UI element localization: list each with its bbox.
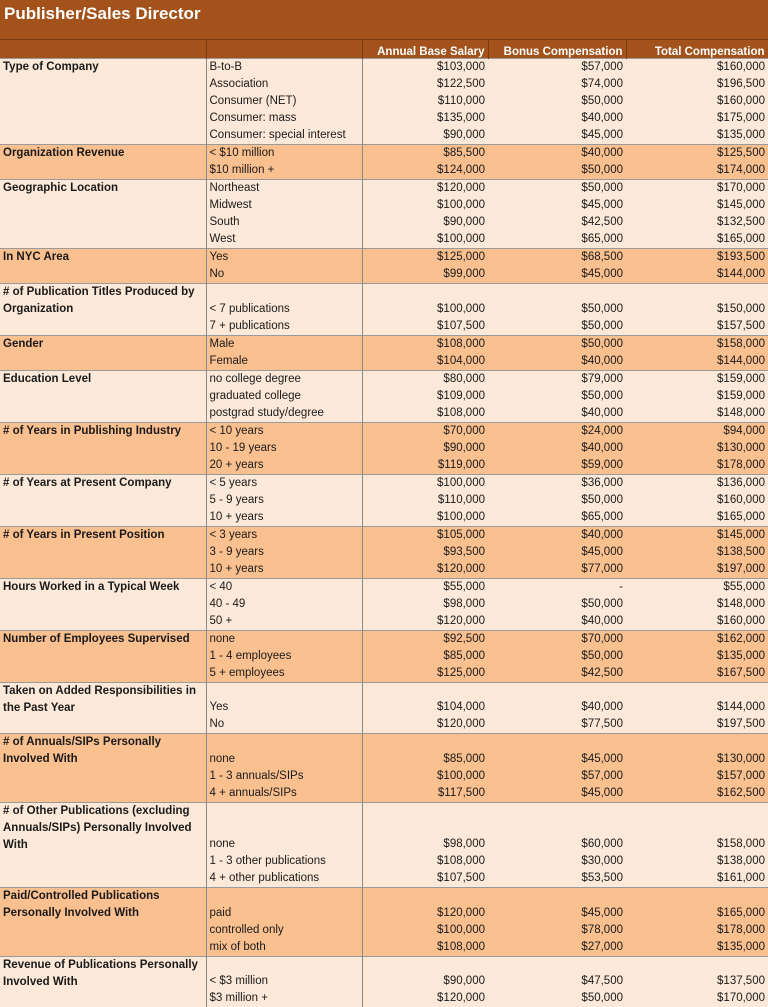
subgroup-label: $10 million + bbox=[206, 162, 362, 180]
total-compensation-cell: $160,000 bbox=[626, 59, 768, 77]
table-group bbox=[0, 145, 768, 180]
bonus-cell: $45,000 bbox=[488, 905, 626, 922]
subgroup-label: none bbox=[206, 836, 362, 853]
base-salary-cell: $120,000 bbox=[362, 180, 488, 198]
bonus-cell: $40,000 bbox=[488, 699, 626, 716]
base-salary-cell: $124,000 bbox=[362, 162, 488, 180]
total-compensation-cell bbox=[626, 734, 768, 751]
category-label: # of Publication Titles Produced by Organization bbox=[0, 284, 206, 336]
total-compensation-cell: $165,000 bbox=[626, 231, 768, 249]
subgroup-label: No bbox=[206, 266, 362, 284]
base-salary-cell: $100,000 bbox=[362, 509, 488, 527]
total-compensation-cell: $160,000 bbox=[626, 93, 768, 110]
base-salary-cell: $104,000 bbox=[362, 699, 488, 716]
bonus-cell: $79,000 bbox=[488, 370, 626, 388]
subgroup-label: 10 + years bbox=[206, 561, 362, 579]
category-label: # of Annuals/SIPs Personally Involved With bbox=[0, 734, 206, 803]
bonus-cell: $53,500 bbox=[488, 870, 626, 888]
bonus-cell: $42,500 bbox=[488, 665, 626, 683]
subgroup-label bbox=[206, 802, 362, 819]
base-salary-cell bbox=[362, 819, 488, 836]
table-group bbox=[0, 802, 768, 888]
page-title: Publisher/Sales Director bbox=[0, 0, 768, 40]
base-salary-cell: $108,000 bbox=[362, 335, 488, 353]
table-row bbox=[0, 370, 768, 388]
total-compensation-cell bbox=[626, 819, 768, 836]
bonus-cell: $45,000 bbox=[488, 127, 626, 145]
total-compensation-cell: $145,000 bbox=[626, 526, 768, 544]
subgroup-label: < 10 years bbox=[206, 422, 362, 440]
total-compensation-cell: $138,500 bbox=[626, 544, 768, 561]
base-salary-cell: $100,000 bbox=[362, 768, 488, 785]
header-bonus: Bonus Compensation bbox=[488, 40, 626, 59]
total-compensation-cell: $144,000 bbox=[626, 699, 768, 716]
base-salary-cell: $92,500 bbox=[362, 630, 488, 648]
base-salary-cell: $108,000 bbox=[362, 405, 488, 423]
total-compensation-cell: $160,000 bbox=[626, 492, 768, 509]
total-compensation-cell: $144,000 bbox=[626, 266, 768, 284]
subgroup-label: Yes bbox=[206, 699, 362, 716]
table-group bbox=[0, 370, 768, 422]
base-salary-cell: $120,000 bbox=[362, 613, 488, 631]
total-compensation-cell: $157,000 bbox=[626, 768, 768, 785]
subgroup-label: 4 + annuals/SIPs bbox=[206, 785, 362, 803]
bonus-cell: $78,000 bbox=[488, 922, 626, 939]
subgroup-label: 40 - 49 bbox=[206, 596, 362, 613]
bonus-cell: $45,000 bbox=[488, 544, 626, 561]
bonus-cell: $59,000 bbox=[488, 457, 626, 475]
subgroup-label: < 3 years bbox=[206, 526, 362, 544]
subgroup-label: graduated college bbox=[206, 388, 362, 405]
bonus-cell bbox=[488, 956, 626, 973]
category-label: Education Level bbox=[0, 370, 206, 422]
subgroup-label: no college degree bbox=[206, 370, 362, 388]
table-group bbox=[0, 682, 768, 734]
base-salary-cell: $85,000 bbox=[362, 648, 488, 665]
total-compensation-cell: $193,500 bbox=[626, 249, 768, 267]
subgroup-label bbox=[206, 734, 362, 751]
base-salary-cell: $105,000 bbox=[362, 526, 488, 544]
base-salary-cell: $107,500 bbox=[362, 870, 488, 888]
base-salary-cell: $90,000 bbox=[362, 214, 488, 231]
category-label: Hours Worked in a Typical Week bbox=[0, 578, 206, 630]
base-salary-cell: $85,500 bbox=[362, 145, 488, 163]
category-label: # of Years at Present Company bbox=[0, 474, 206, 526]
total-compensation-cell: $135,000 bbox=[626, 648, 768, 665]
subgroup-label: < $10 million bbox=[206, 145, 362, 163]
table-group bbox=[0, 578, 768, 630]
subgroup-label: Female bbox=[206, 353, 362, 371]
subgroup-label: none bbox=[206, 630, 362, 648]
bonus-cell: $77,500 bbox=[488, 716, 626, 734]
base-salary-cell bbox=[362, 888, 488, 905]
base-salary-cell bbox=[362, 734, 488, 751]
category-label: Paid/Controlled Publications Personally Involved With bbox=[0, 888, 206, 957]
subgroup-label: 4 + other publications bbox=[206, 870, 362, 888]
total-compensation-cell: $130,000 bbox=[626, 440, 768, 457]
base-salary-cell: $120,000 bbox=[362, 716, 488, 734]
subgroup-label: Midwest bbox=[206, 197, 362, 214]
header-total: Total Compensation bbox=[626, 40, 768, 59]
bonus-cell bbox=[488, 682, 626, 699]
total-compensation-cell bbox=[626, 284, 768, 301]
bonus-cell: $40,000 bbox=[488, 353, 626, 371]
header-subgroup bbox=[206, 40, 362, 59]
table-group bbox=[0, 180, 768, 249]
base-salary-cell bbox=[362, 956, 488, 973]
bonus-cell: $65,000 bbox=[488, 509, 626, 527]
base-salary-cell: $98,000 bbox=[362, 596, 488, 613]
base-salary-cell: $85,000 bbox=[362, 751, 488, 768]
subgroup-label bbox=[206, 888, 362, 905]
category-label: Organization Revenue bbox=[0, 145, 206, 180]
total-compensation-cell bbox=[626, 682, 768, 699]
subgroup-label: B-to-B bbox=[206, 59, 362, 77]
bonus-cell: $68,500 bbox=[488, 249, 626, 267]
subgroup-label: 20 + years bbox=[206, 457, 362, 475]
subgroup-label: 1 - 3 annuals/SIPs bbox=[206, 768, 362, 785]
base-salary-cell: $108,000 bbox=[362, 853, 488, 870]
total-compensation-cell: $161,000 bbox=[626, 870, 768, 888]
table-group bbox=[0, 888, 768, 957]
base-salary-cell bbox=[362, 802, 488, 819]
table-row bbox=[0, 682, 768, 699]
subgroup-label: < 5 years bbox=[206, 474, 362, 492]
category-label: Gender bbox=[0, 335, 206, 370]
table-row bbox=[0, 888, 768, 905]
bonus-cell: $50,000 bbox=[488, 596, 626, 613]
bonus-cell: $70,000 bbox=[488, 630, 626, 648]
bonus-cell: $36,000 bbox=[488, 474, 626, 492]
bonus-cell: $50,000 bbox=[488, 388, 626, 405]
base-salary-cell: $135,000 bbox=[362, 110, 488, 127]
base-salary-cell: $119,000 bbox=[362, 457, 488, 475]
subgroup-label: 1 - 4 employees bbox=[206, 648, 362, 665]
bonus-cell bbox=[488, 802, 626, 819]
subgroup-label: paid bbox=[206, 905, 362, 922]
base-salary-cell: $100,000 bbox=[362, 197, 488, 214]
category-label: Number of Employees Supervised bbox=[0, 630, 206, 682]
subgroup-label: < 40 bbox=[206, 578, 362, 596]
base-salary-cell: $90,000 bbox=[362, 440, 488, 457]
total-compensation-cell: $197,500 bbox=[626, 716, 768, 734]
category-label: Taken on Added Responsibilities in the Past Year bbox=[0, 682, 206, 734]
table-row bbox=[0, 249, 768, 267]
subgroup-label: 50 + bbox=[206, 613, 362, 631]
table-row bbox=[0, 422, 768, 440]
total-compensation-cell: $162,000 bbox=[626, 630, 768, 648]
base-salary-cell: $108,000 bbox=[362, 939, 488, 957]
bonus-cell: $40,000 bbox=[488, 110, 626, 127]
table-group bbox=[0, 422, 768, 474]
bonus-cell: $40,000 bbox=[488, 440, 626, 457]
total-compensation-cell: $148,000 bbox=[626, 405, 768, 423]
subgroup-label: Consumer: mass bbox=[206, 110, 362, 127]
total-compensation-cell bbox=[626, 888, 768, 905]
total-compensation-cell: $136,000 bbox=[626, 474, 768, 492]
table-row bbox=[0, 284, 768, 301]
subgroup-label bbox=[206, 682, 362, 699]
bonus-cell: $50,000 bbox=[488, 318, 626, 336]
bonus-cell: $30,000 bbox=[488, 853, 626, 870]
total-compensation-cell: $162,500 bbox=[626, 785, 768, 803]
bonus-cell: $45,000 bbox=[488, 751, 626, 768]
base-salary-cell: $100,000 bbox=[362, 231, 488, 249]
bonus-cell: $40,000 bbox=[488, 405, 626, 423]
base-salary-cell: $93,500 bbox=[362, 544, 488, 561]
bonus-cell bbox=[488, 284, 626, 301]
table-row bbox=[0, 526, 768, 544]
bonus-cell: $40,000 bbox=[488, 526, 626, 544]
base-salary-cell: $100,000 bbox=[362, 922, 488, 939]
total-compensation-cell: $125,500 bbox=[626, 145, 768, 163]
total-compensation-cell: $150,000 bbox=[626, 301, 768, 318]
total-compensation-cell: $132,500 bbox=[626, 214, 768, 231]
base-salary-cell: $80,000 bbox=[362, 370, 488, 388]
total-compensation-cell: $167,500 bbox=[626, 665, 768, 683]
bonus-cell: $50,000 bbox=[488, 301, 626, 318]
base-salary-cell: $122,500 bbox=[362, 76, 488, 93]
category-label: Geographic Location bbox=[0, 180, 206, 249]
base-salary-cell: $120,000 bbox=[362, 561, 488, 579]
table-row bbox=[0, 802, 768, 819]
total-compensation-cell: $170,000 bbox=[626, 990, 768, 1007]
total-compensation-cell: $174,000 bbox=[626, 162, 768, 180]
bonus-cell: $60,000 bbox=[488, 836, 626, 853]
bonus-cell: $57,000 bbox=[488, 768, 626, 785]
total-compensation-cell: $170,000 bbox=[626, 180, 768, 198]
bonus-cell: $50,000 bbox=[488, 335, 626, 353]
bonus-cell: $40,000 bbox=[488, 613, 626, 631]
base-salary-cell: $103,000 bbox=[362, 59, 488, 77]
subgroup-label: Northeast bbox=[206, 180, 362, 198]
base-salary-cell: $107,500 bbox=[362, 318, 488, 336]
bonus-cell: $45,000 bbox=[488, 266, 626, 284]
subgroup-label: Consumer: special interest bbox=[206, 127, 362, 145]
bonus-cell: $50,000 bbox=[488, 180, 626, 198]
category-label: # of Years in Present Position bbox=[0, 526, 206, 578]
base-salary-cell bbox=[362, 284, 488, 301]
total-compensation-cell: $159,000 bbox=[626, 370, 768, 388]
total-compensation-cell: $148,000 bbox=[626, 596, 768, 613]
subgroup-label: $3 million + bbox=[206, 990, 362, 1007]
bonus-cell: $42,500 bbox=[488, 214, 626, 231]
total-compensation-cell: $135,000 bbox=[626, 127, 768, 145]
subgroup-label: none bbox=[206, 751, 362, 768]
subgroup-label bbox=[206, 956, 362, 973]
base-salary-cell: $120,000 bbox=[362, 990, 488, 1007]
subgroup-label: Consumer (NET) bbox=[206, 93, 362, 110]
bonus-cell: $47,500 bbox=[488, 973, 626, 990]
table-row bbox=[0, 734, 768, 751]
total-compensation-cell: $159,000 bbox=[626, 388, 768, 405]
total-compensation-cell: $55,000 bbox=[626, 578, 768, 596]
table-row bbox=[0, 956, 768, 973]
subgroup-label: mix of both bbox=[206, 939, 362, 957]
total-compensation-cell: $178,000 bbox=[626, 457, 768, 475]
bonus-cell: $45,000 bbox=[488, 785, 626, 803]
table-group bbox=[0, 630, 768, 682]
bonus-cell: $57,000 bbox=[488, 59, 626, 77]
subgroup-label: South bbox=[206, 214, 362, 231]
total-compensation-cell: $158,000 bbox=[626, 335, 768, 353]
table-row bbox=[0, 474, 768, 492]
base-salary-cell: $90,000 bbox=[362, 127, 488, 145]
subgroup-label: 3 - 9 years bbox=[206, 544, 362, 561]
bonus-cell: $65,000 bbox=[488, 231, 626, 249]
table-group bbox=[0, 734, 768, 803]
total-compensation-cell: $94,000 bbox=[626, 422, 768, 440]
table-group bbox=[0, 249, 768, 284]
total-compensation-cell: $138,000 bbox=[626, 853, 768, 870]
subgroup-label: < $3 million bbox=[206, 973, 362, 990]
header-category bbox=[0, 40, 206, 59]
total-compensation-cell bbox=[626, 802, 768, 819]
base-salary-cell: $110,000 bbox=[362, 93, 488, 110]
total-compensation-cell: $196,500 bbox=[626, 76, 768, 93]
base-salary-cell: $104,000 bbox=[362, 353, 488, 371]
bonus-cell: $50,000 bbox=[488, 648, 626, 665]
subgroup-label: 5 + employees bbox=[206, 665, 362, 683]
total-compensation-cell: $165,000 bbox=[626, 905, 768, 922]
subgroup-label: postgrad study/degree bbox=[206, 405, 362, 423]
base-salary-cell: $109,000 bbox=[362, 388, 488, 405]
bonus-cell bbox=[488, 888, 626, 905]
category-label: Revenue of Publications Personally Involved With bbox=[0, 956, 206, 1007]
category-label: # of Other Publications (excluding Annuals/SIPs) Personally Involved With bbox=[0, 802, 206, 888]
table-row bbox=[0, 59, 768, 77]
bonus-cell: $50,000 bbox=[488, 93, 626, 110]
base-salary-cell: $98,000 bbox=[362, 836, 488, 853]
total-compensation-cell: $160,000 bbox=[626, 613, 768, 631]
category-label: Type of Company bbox=[0, 59, 206, 145]
subgroup-label bbox=[206, 284, 362, 301]
subgroup-label: 1 - 3 other publications bbox=[206, 853, 362, 870]
subgroup-label: < 7 publications bbox=[206, 301, 362, 318]
base-salary-cell: $125,000 bbox=[362, 665, 488, 683]
subgroup-label: No bbox=[206, 716, 362, 734]
base-salary-cell: $110,000 bbox=[362, 492, 488, 509]
category-label: In NYC Area bbox=[0, 249, 206, 284]
table-row bbox=[0, 335, 768, 353]
total-compensation-cell: $144,000 bbox=[626, 353, 768, 371]
table-group bbox=[0, 956, 768, 1007]
category-label: # of Years in Publishing Industry bbox=[0, 422, 206, 474]
base-salary-cell: $125,000 bbox=[362, 249, 488, 267]
subgroup-label: Male bbox=[206, 335, 362, 353]
bonus-cell: $50,000 bbox=[488, 492, 626, 509]
total-compensation-cell: $175,000 bbox=[626, 110, 768, 127]
bonus-cell: $74,000 bbox=[488, 76, 626, 93]
header-base-salary: Annual Base Salary bbox=[362, 40, 488, 59]
base-salary-cell: $99,000 bbox=[362, 266, 488, 284]
table-row bbox=[0, 180, 768, 198]
bonus-cell: $40,000 bbox=[488, 145, 626, 163]
base-salary-cell: $100,000 bbox=[362, 301, 488, 318]
table-group bbox=[0, 474, 768, 526]
table-group bbox=[0, 284, 768, 336]
base-salary-cell: $70,000 bbox=[362, 422, 488, 440]
table-header bbox=[0, 40, 768, 59]
base-salary-cell bbox=[362, 682, 488, 699]
total-compensation-cell: $157,500 bbox=[626, 318, 768, 336]
subgroup-label: West bbox=[206, 231, 362, 249]
table-row bbox=[0, 145, 768, 163]
bonus-cell bbox=[488, 734, 626, 751]
compensation-table bbox=[0, 40, 768, 1007]
subgroup-label bbox=[206, 819, 362, 836]
bonus-cell: $27,000 bbox=[488, 939, 626, 957]
total-compensation-cell: $130,000 bbox=[626, 751, 768, 768]
subgroup-label: controlled only bbox=[206, 922, 362, 939]
bonus-cell bbox=[488, 819, 626, 836]
total-compensation-cell: $165,000 bbox=[626, 509, 768, 527]
base-salary-cell: $90,000 bbox=[362, 973, 488, 990]
subgroup-label: Association bbox=[206, 76, 362, 93]
table-group bbox=[0, 59, 768, 145]
bonus-cell: $24,000 bbox=[488, 422, 626, 440]
bonus-cell: $77,000 bbox=[488, 561, 626, 579]
bonus-cell: $50,000 bbox=[488, 162, 626, 180]
total-compensation-cell bbox=[626, 956, 768, 973]
total-compensation-cell: $135,000 bbox=[626, 939, 768, 957]
subgroup-label: 5 - 9 years bbox=[206, 492, 362, 509]
bonus-cell: $50,000 bbox=[488, 990, 626, 1007]
subgroup-label: Yes bbox=[206, 249, 362, 267]
base-salary-cell: $120,000 bbox=[362, 905, 488, 922]
subgroup-label: 10 + years bbox=[206, 509, 362, 527]
bonus-cell: - bbox=[488, 578, 626, 596]
total-compensation-cell: $145,000 bbox=[626, 197, 768, 214]
total-compensation-cell: $137,500 bbox=[626, 973, 768, 990]
table-row bbox=[0, 578, 768, 596]
base-salary-cell: $100,000 bbox=[362, 474, 488, 492]
base-salary-cell: $55,000 bbox=[362, 578, 488, 596]
table-row bbox=[0, 630, 768, 648]
table-group bbox=[0, 526, 768, 578]
table-group bbox=[0, 335, 768, 370]
total-compensation-cell: $158,000 bbox=[626, 836, 768, 853]
subgroup-label: 10 - 19 years bbox=[206, 440, 362, 457]
base-salary-cell: $117,500 bbox=[362, 785, 488, 803]
total-compensation-cell: $178,000 bbox=[626, 922, 768, 939]
subgroup-label: 7 + publications bbox=[206, 318, 362, 336]
bonus-cell: $45,000 bbox=[488, 197, 626, 214]
total-compensation-cell: $197,000 bbox=[626, 561, 768, 579]
